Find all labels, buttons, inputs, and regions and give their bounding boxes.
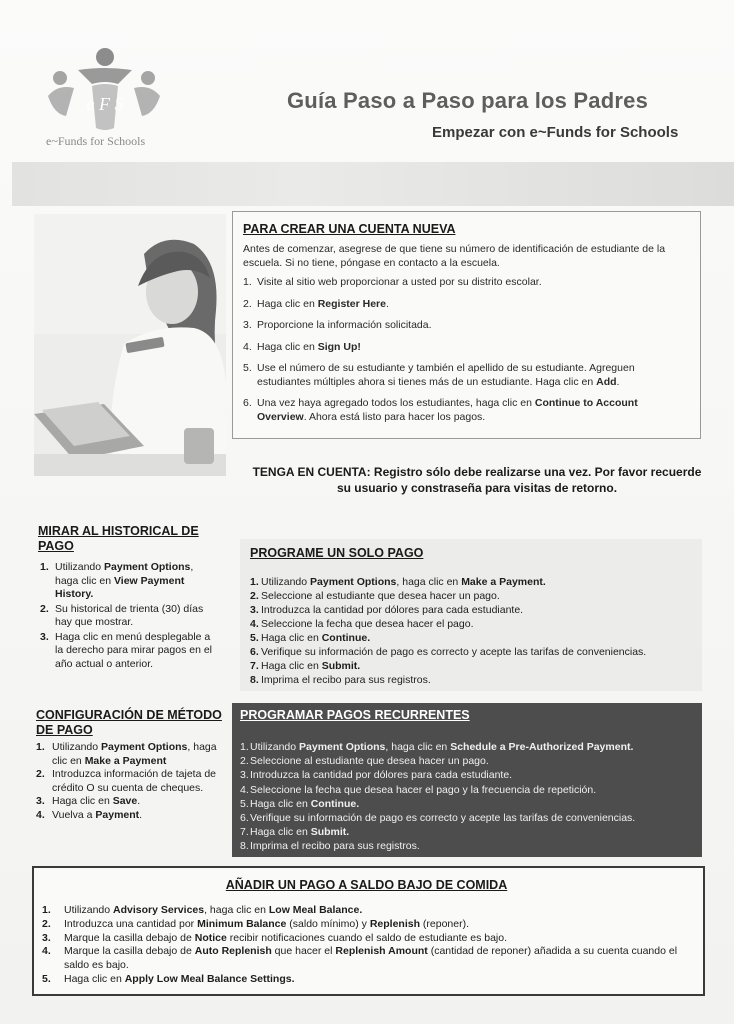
list-item xyxy=(42,945,691,973)
step-bold: Continue to Account Overview xyxy=(257,397,638,423)
step-number: 3. xyxy=(240,769,249,782)
list-item xyxy=(250,659,692,673)
list-item xyxy=(36,809,222,823)
single-payment-section xyxy=(240,539,702,691)
step-number: 8. xyxy=(240,840,249,853)
list-item xyxy=(36,768,222,795)
list-item xyxy=(243,298,690,312)
step-text: Utilizando xyxy=(64,904,114,916)
step-text: Visite al sitio web proporcionar a usted por su distrito escolar. xyxy=(257,276,542,288)
step-number: 6. xyxy=(250,646,259,658)
step-text: Utilizando xyxy=(261,576,311,588)
recurring-payments-steps xyxy=(240,740,694,854)
step-bold: Replenish Amount xyxy=(335,945,428,958)
list-item xyxy=(250,645,692,659)
step-text: (reponer). xyxy=(420,917,470,930)
step-number: 5. xyxy=(250,632,259,644)
list-item xyxy=(250,673,692,687)
low-meal-balance-steps xyxy=(42,904,691,987)
payment-history-section xyxy=(38,524,218,672)
list-item xyxy=(243,341,690,355)
list-item xyxy=(240,754,694,768)
payment-history-title: MIRAR AL HISTORICAL DE PAGO xyxy=(38,524,199,553)
step-text: Haga clic en xyxy=(52,795,113,807)
list-item xyxy=(240,839,694,853)
logo-letters: e F S xyxy=(86,94,124,114)
step-bold: Notice xyxy=(194,931,227,944)
logo-head-right xyxy=(141,71,155,85)
list-item xyxy=(250,631,692,645)
step-number: 2. xyxy=(250,590,259,602)
list-item xyxy=(240,811,694,825)
step-number: 3. xyxy=(42,931,51,944)
step-text: . xyxy=(137,795,141,807)
step-bold: View Payment History. xyxy=(55,574,185,600)
step-bold: Submit. xyxy=(321,660,361,672)
page-subtitle: Empezar con e~Funds for Schools xyxy=(432,124,679,141)
logo-figure-right xyxy=(134,87,160,116)
step-text: Haga clic en xyxy=(64,972,125,985)
step-number: 6. xyxy=(243,397,252,409)
step-number: 5. xyxy=(243,362,252,374)
list-item xyxy=(250,575,692,589)
list-item xyxy=(243,276,690,290)
step-number: 7. xyxy=(250,660,259,672)
step-number: 2. xyxy=(240,755,249,768)
list-item xyxy=(36,795,222,809)
step-bold: Save xyxy=(112,795,138,807)
step-text: (saldo mínimo) y xyxy=(286,917,370,930)
list-item xyxy=(38,603,218,630)
list-item xyxy=(240,825,694,839)
step-text: . xyxy=(385,297,389,310)
list-item xyxy=(250,603,692,617)
step-text: , haga clic en xyxy=(52,741,217,767)
step-number: 4. xyxy=(42,945,51,958)
step-number: 1. xyxy=(240,741,249,753)
registration-note: TENGA EN CUENTA: Registro sólo debe realizarse una vez. Por favor recuerde su usuario y constraseña para visitas de retorno. xyxy=(252,465,702,495)
step-number: 3. xyxy=(243,319,252,331)
step-bold: Add xyxy=(596,375,617,388)
step-number: 2. xyxy=(243,297,252,310)
step-bold: Make a Payment. xyxy=(461,576,546,588)
step-number: 1. xyxy=(42,904,51,916)
step-number: 4. xyxy=(243,340,252,353)
step-number: 4. xyxy=(36,808,45,821)
step-text: Proporcione la información solicitada. xyxy=(257,319,432,331)
low-meal-balance-title: AÑADIR UN PAGO A SALDO BAJO DE COMIDA xyxy=(225,878,508,892)
step-bold: Replenish xyxy=(369,917,420,930)
step-text: Seleccione al estudiante que desea hacer un pago. xyxy=(261,590,500,602)
step-text: Haga clic en xyxy=(250,797,311,810)
list-item xyxy=(240,797,694,811)
step-bold: Continue. xyxy=(321,632,371,644)
step-text: Verifique su información de pago es correcto y acepte las tarifas de conveniencias. xyxy=(261,646,647,658)
step-text: Introduzca una cantidad por xyxy=(64,917,198,930)
recurring-payments-section xyxy=(232,703,702,857)
step-text: Seleccione la fecha que desea hacer el pago y la frecuencia de repetición. xyxy=(250,783,597,796)
list-item xyxy=(36,741,222,768)
payment-method-section xyxy=(36,708,222,822)
step-text: (cantidad de reponer) añadida a su cuenta cuando el saldo es bajo. xyxy=(64,945,678,972)
step-number: 4. xyxy=(250,618,259,630)
step-bold: Apply Low Meal Balance Settings. xyxy=(124,972,295,985)
list-item xyxy=(240,783,694,797)
step-text: . Ahora está listo para hacer los pagos. xyxy=(303,410,486,423)
step-number: 2. xyxy=(40,602,49,615)
step-bold: Sign Up! xyxy=(317,340,361,353)
recurring-payments-title: PROGRAMAR PAGOS RECURRENTES xyxy=(240,708,470,722)
step-text: Haga clic en xyxy=(250,826,311,839)
step-number: 5. xyxy=(42,972,51,985)
single-payment-title: PROGRAME UN SOLO PAGO xyxy=(250,546,424,560)
step-bold: Payment Options xyxy=(104,561,191,573)
step-text: Haga clic en xyxy=(261,660,322,672)
step-number: 1. xyxy=(36,741,45,753)
list-item xyxy=(38,631,218,672)
list-item xyxy=(250,617,692,631)
list-item xyxy=(243,397,690,424)
step-text: Introduzca información de tajeta de crédito O su cuenta de cheques. xyxy=(52,768,217,794)
step-text: Haga clic en xyxy=(261,632,322,644)
step-bold: Make a Payment xyxy=(84,754,167,767)
logo-head-left xyxy=(53,71,67,85)
step-text: Seleccione al estudiante que desea hacer un pago. xyxy=(250,755,489,768)
step-number: 1. xyxy=(243,276,252,288)
step-text: Vuelva a xyxy=(52,808,96,821)
payment-method-title: CONFIGURACIÓN DE MÉTODO DE PAGO xyxy=(36,708,222,737)
step-number: 1. xyxy=(40,561,49,573)
step-bold: Submit. xyxy=(310,826,350,839)
step-text: , haga clic en xyxy=(204,904,269,916)
list-item xyxy=(38,561,218,602)
step-number: 7. xyxy=(240,826,249,839)
step-bold: Payment Options xyxy=(299,741,386,753)
list-item xyxy=(243,362,690,389)
list-item xyxy=(42,973,691,987)
step-text: Use el número de su estudiante y también el apellido de su estudiante. Agreguen estudiantes múltiples ahora si tienes más de un estudiante. Haga clic en xyxy=(257,362,635,388)
logo-figure-center xyxy=(78,68,132,84)
list-item xyxy=(240,768,694,782)
step-number: 3. xyxy=(250,604,259,616)
step-text: , haga clic en xyxy=(55,561,194,587)
logo-figure-left xyxy=(48,87,74,116)
step-text: Introduzca la cantidad por dólores para cada estudiante. xyxy=(250,769,513,782)
step-text: Imprima el recibo para sus registros. xyxy=(250,840,420,853)
list-item xyxy=(42,904,691,918)
list-item xyxy=(250,589,692,603)
page-title: Guía Paso a Paso para los Padres xyxy=(287,88,649,113)
step-text: Utilizando xyxy=(55,561,105,573)
step-bold: Auto Replenish xyxy=(194,945,272,958)
step-number: 2. xyxy=(36,768,45,780)
step-number: 1. xyxy=(250,576,259,588)
step-text: Introduzca la cantidad por dólores para cada estudiante. xyxy=(261,604,524,616)
step-number: 6. xyxy=(240,812,249,825)
low-meal-balance-section xyxy=(32,866,705,996)
step-text: Verifique su información de pago es correcto y acepte las tarifas de conveniencias. xyxy=(250,812,636,825)
step-bold: Minimum Balance xyxy=(197,917,287,930)
step-text: . xyxy=(139,808,143,821)
step-text: Su historical de trienta (30) días hay que mostrar. xyxy=(55,602,204,628)
step-text: Marque la casilla debajo de xyxy=(64,931,195,944)
step-number: 3. xyxy=(40,630,49,643)
create-account-title: PARA CREAR UNA CUENTA NUEVA xyxy=(243,222,456,236)
step-text: . xyxy=(616,375,620,388)
list-item xyxy=(42,932,691,946)
list-item xyxy=(243,319,690,333)
step-text: que hacer el xyxy=(271,945,336,958)
step-text: Marque la casilla debajo de xyxy=(64,945,195,958)
step-number: 4. xyxy=(240,783,249,796)
create-account-steps xyxy=(243,276,690,424)
list-item xyxy=(240,740,694,754)
decorative-band xyxy=(12,162,734,206)
step-bold: Continue. xyxy=(310,797,360,810)
step-text: Haga clic en xyxy=(257,340,318,353)
step-text: Haga clic en menú desplegable a la derecho para mirar pagos en el año actual o anterior. xyxy=(55,630,213,670)
step-text: Utilizando xyxy=(250,741,300,753)
step-text: , haga clic en xyxy=(385,741,451,753)
step-number: 2. xyxy=(42,917,51,930)
step-bold: Payment Options xyxy=(310,576,397,588)
create-account-intro: Antes de comenzar, asegrese de que tiene su número de identificación de estudiante de la escuela. Si no tiene, póngase en contacto a la escuela. xyxy=(243,243,666,269)
logo-head-center xyxy=(96,48,114,66)
parent-photo xyxy=(34,214,226,476)
payment-method-steps xyxy=(36,741,222,822)
step-bold: Advisory Services xyxy=(113,904,205,916)
step-number: 8. xyxy=(250,674,259,686)
step-number: 3. xyxy=(36,795,45,807)
create-account-section xyxy=(232,211,701,439)
step-text: Seleccione la fecha que desea hacer el pago. xyxy=(261,618,474,630)
step-text: Haga clic en xyxy=(257,297,318,310)
step-text: recibir notificaciones cuando el saldo de estudiante es bajo. xyxy=(226,931,508,944)
logo-text: e~Funds for Schools xyxy=(46,134,146,148)
step-bold: Low Meal Balance. xyxy=(268,904,363,916)
step-bold: Payment Options xyxy=(101,741,188,753)
step-bold: Payment xyxy=(95,808,140,821)
step-text: Utilizando xyxy=(52,741,102,753)
step-number: 5. xyxy=(240,797,249,810)
step-text: Imprima el recibo para sus registros. xyxy=(261,674,431,686)
list-item xyxy=(42,918,691,932)
step-text: , haga clic en xyxy=(396,576,462,588)
step-bold: Schedule a Pre-Authorized Payment. xyxy=(450,741,634,753)
single-payment-steps xyxy=(250,575,692,687)
step-text: Una vez haya agregado todos los estudiantes, haga clic en xyxy=(257,397,535,409)
payment-history-steps xyxy=(38,561,218,671)
step-bold: Register Here xyxy=(317,297,386,310)
